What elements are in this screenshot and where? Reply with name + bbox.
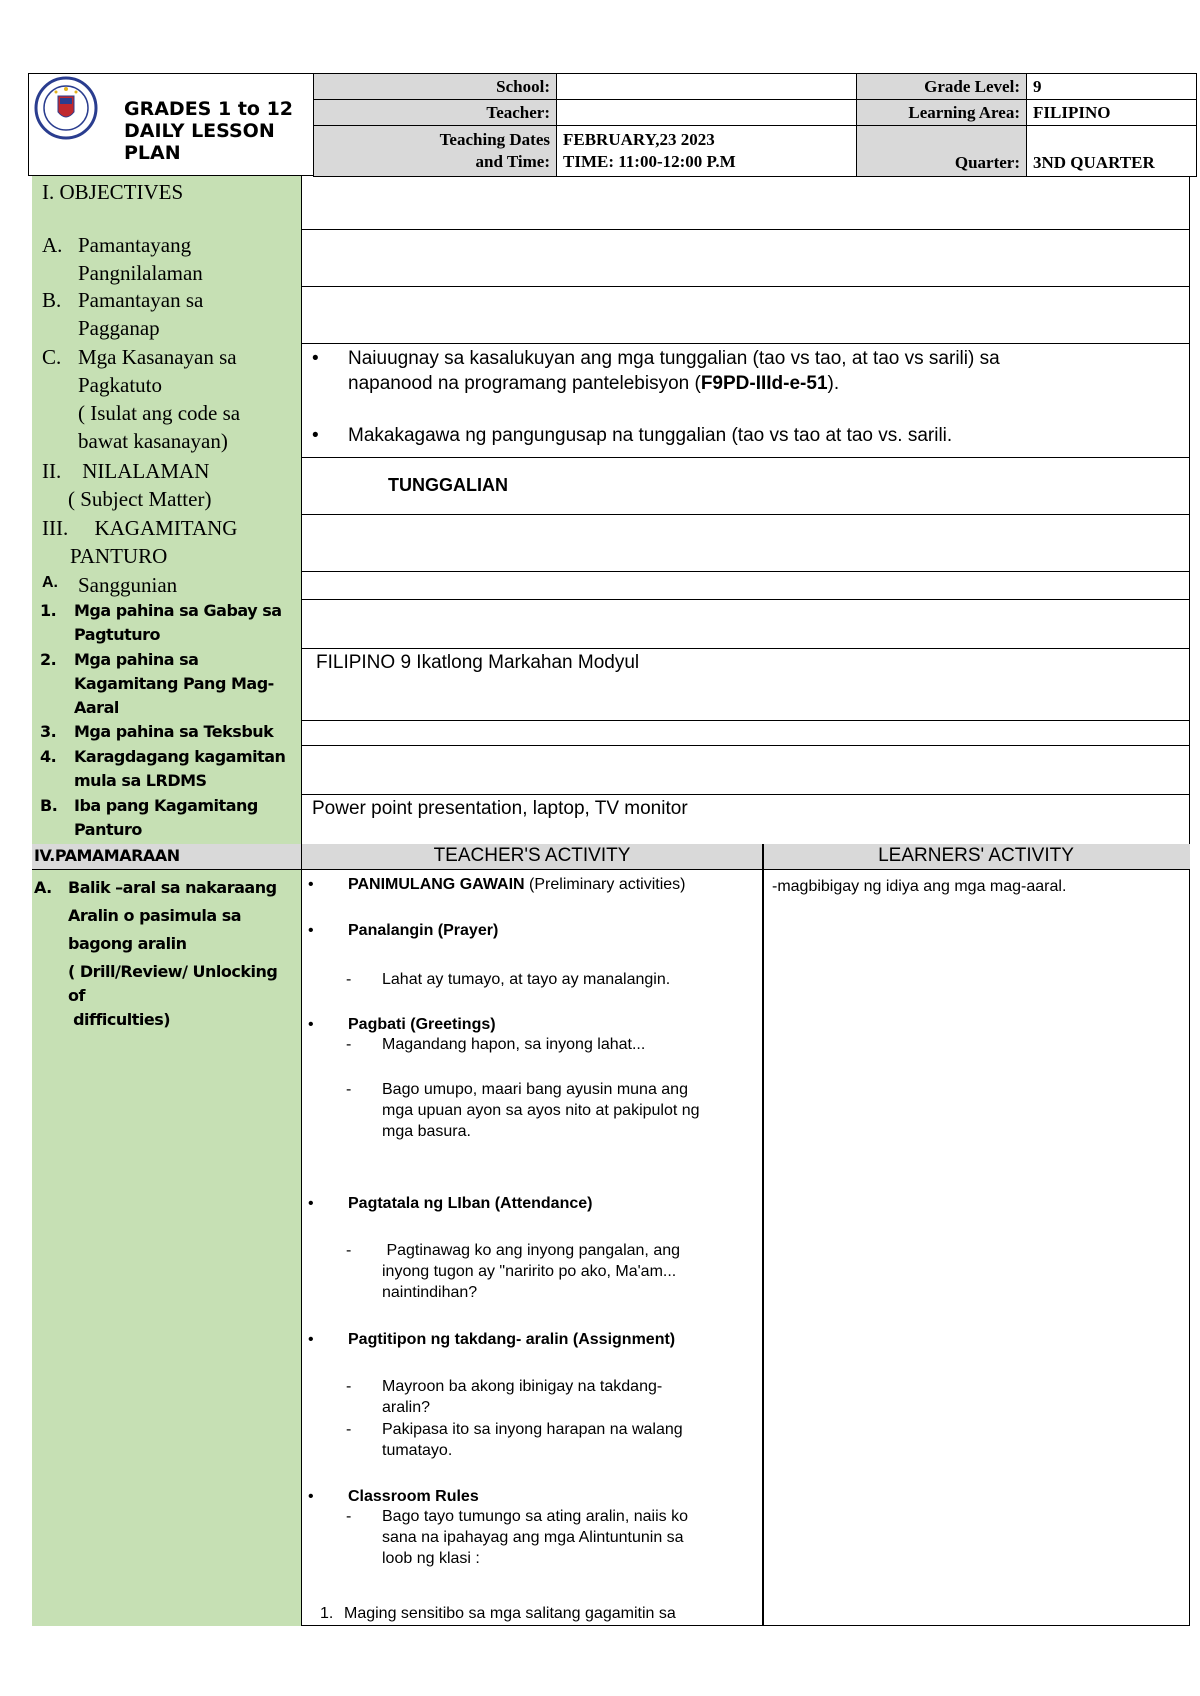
rules-title: Classroom Rules — [348, 1488, 479, 1505]
textbook-num: 3. — [40, 722, 57, 741]
competency-bullet-1 — [312, 346, 1168, 396]
performance-standard-row — [32, 286, 1190, 344]
other-materials-value: Power point presentation, laptop, TV monitor — [312, 798, 688, 819]
learner-materials-num: 2. — [40, 650, 57, 669]
learner-materials-line-2: Kagamitang Pang Mag- — [74, 674, 274, 693]
teacher-guide-num: 1. — [40, 601, 57, 620]
review-line-1: Balik –aral sa nakaraang — [68, 878, 277, 897]
learning-competencies-label — [78, 343, 240, 455]
review-line-5: of — [68, 986, 85, 1005]
content-standard-letter: A. — [42, 233, 63, 257]
rules-text-b: sana na ipahayag ang mga Alintuntunin sa — [382, 1529, 684, 1546]
quarter-label: Quarter: — [857, 126, 1027, 177]
greetings-item — [308, 1014, 758, 1035]
content-standard-label-cell — [32, 229, 302, 286]
rules-line: - Bago tayo tumungo sa ating aralin, naiis ko sana na ipahayag ang mga Alintuntunin sa loob ng klasi : — [346, 1506, 756, 1569]
learner-materials-label — [74, 648, 274, 720]
learner-materials-line-1: Mga pahina sa — [74, 650, 199, 669]
greetings-text-2a: Bago umupo, maari bang ayusin muna ang — [382, 1081, 688, 1098]
other-materials-line-2: Panturo — [74, 820, 142, 839]
references-letter: A. — [42, 574, 58, 591]
other-materials-label — [74, 794, 258, 842]
review-line-4: ( Drill/Review/ Unlocking — [68, 962, 278, 981]
learner-materials-value: FILIPINO 9 Ikatlong Markahan Modyul — [316, 652, 640, 673]
resources-label — [42, 514, 237, 570]
review-line-2: Aralin o pasimula sa — [68, 906, 242, 925]
learning-competencies-letter: C. — [42, 345, 62, 369]
title-line-2: DAILY LESSON — [124, 120, 275, 142]
review-letter: A. — [34, 878, 52, 897]
activity-divider — [762, 844, 764, 1626]
bullet-icon: • — [308, 1488, 314, 1505]
teacher-guide-line-2: Pagtuturo — [74, 625, 161, 644]
references-label-cell — [32, 571, 302, 599]
title-line-1: GRADES 1 to 12 — [124, 98, 294, 120]
prelim-title: PANIMULANG GAWAIN — [348, 876, 525, 893]
attendance-text-c: naintindihan? — [382, 1284, 478, 1301]
lrdms-label — [74, 745, 285, 793]
performance-standard-label — [78, 286, 203, 342]
content-standard-label — [78, 231, 203, 287]
teacher-guide-label — [74, 599, 282, 647]
teaching-dates-value — [557, 126, 857, 177]
competencies-line-4: bawat kasanayan) — [78, 429, 228, 453]
attendance-title: Pagtatala ng LIban (Attendance) — [348, 1195, 593, 1212]
teacher-guide-label-cell — [32, 599, 302, 648]
bullet-icon: • — [308, 1195, 314, 1212]
textbook-label: Mga pahina sa Teksbuk — [74, 722, 274, 741]
attendance-text-a: Pagtinawag ko ang inyong pangalan, ang — [382, 1242, 681, 1259]
performance-standard-line-2: Pagganap — [78, 316, 160, 340]
greetings-text-2b: mga upuan ayon sa ayos nito at pakipulot ng — [382, 1102, 700, 1119]
objectives-label-cell — [32, 176, 302, 229]
assignment-item — [308, 1329, 758, 1350]
resources-label-cell — [32, 514, 302, 571]
resources-line-2: PANTURO — [70, 544, 168, 568]
procedure-title: IV.PAMAMARAAN — [34, 846, 180, 865]
rules-text-a: Bago tayo tumungo sa ating aralin, naiis ko — [382, 1508, 688, 1525]
bullet-icon: • — [312, 425, 319, 446]
teaching-time: TIME: 11:00-12:00 P.M — [563, 152, 736, 171]
procedure-label-column — [32, 870, 302, 1626]
bullet-icon: • — [308, 876, 314, 893]
subject-matter-line-2: ( Subject Matter) — [68, 487, 212, 511]
quarter-value: 3ND QUARTER — [1027, 126, 1197, 177]
teaching-dates-label-2: and Time: — [475, 152, 550, 171]
rules-item — [308, 1486, 758, 1507]
greetings-line-2: - Bago umupo, maari bang ayusin muna ang mga upuan ayon sa ayos nito at pakipulot ng mga basura. — [346, 1079, 756, 1142]
prelim-activities — [308, 874, 758, 895]
subject-matter-value: TUNGGALIAN — [388, 475, 508, 495]
lrdms-line-2: mula sa LRDMS — [74, 771, 207, 790]
prayer-item — [308, 920, 758, 941]
assignment-text-2a: Pakipasa ito sa inyong harapan na walang — [382, 1421, 683, 1438]
subject-matter-label-cell — [32, 457, 302, 514]
learning-competencies-label-cell — [32, 343, 302, 457]
attendance-text-b: inyong tugon ay "naririto po ako, Ma'am... — [382, 1263, 677, 1280]
teaching-dates-label-1: Teaching Dates — [439, 130, 550, 149]
lrdms-label-cell — [32, 745, 302, 794]
performance-standard-letter: B. — [42, 288, 62, 312]
competency-code: F9PD-IIId-e-51 — [700, 373, 828, 394]
greetings-text-2c: mga basura. — [382, 1123, 471, 1140]
competency-1-line-2: napanood na programang pantelebisyon (F9PD-IIId-e-51). — [348, 373, 840, 394]
other-materials-row — [32, 794, 1190, 845]
objectives-row — [32, 176, 1190, 230]
learner-activity-header: LEARNERS' ACTIVITY — [878, 845, 1074, 866]
bullet-icon: • — [308, 1016, 314, 1033]
lrdms-row — [32, 745, 1190, 795]
greetings-line-1: - Magandang hapon, sa inyong lahat... — [346, 1034, 756, 1055]
lrdms-line-1: Karagdagang kagamitan — [74, 747, 286, 766]
attendance-item — [308, 1193, 758, 1214]
competencies-line-2: Pagkatuto — [78, 373, 162, 397]
school-value — [557, 74, 857, 100]
competency-bullet-2 — [312, 423, 1168, 448]
references-label: Sanggunian — [78, 573, 178, 597]
prelim-subtitle: (Preliminary activities) — [524, 876, 686, 893]
subject-matter-row — [32, 457, 1190, 515]
learner-activity-text: -magbibigay ng idiya ang mga mag-aaral. — [772, 878, 1067, 895]
textbook-row — [32, 720, 1190, 746]
prayer-text: Lahat ay tumayo, at tayo ay manalangin. — [382, 971, 671, 988]
references-row — [32, 571, 1190, 600]
other-materials-letter: B. — [40, 796, 58, 815]
prayer-line: - Lahat ay tumayo, at tayo ay manalangin. — [346, 969, 756, 990]
teacher-guide-row — [32, 599, 1190, 649]
rules-text-c: loob ng klasi : — [382, 1550, 480, 1567]
school-label: School: — [314, 74, 557, 100]
grade-value: 9 — [1027, 74, 1197, 100]
lrdms-num: 4. — [40, 747, 57, 766]
learning-area-value: FILIPINO — [1027, 100, 1197, 126]
competencies-line-3: ( Isulat ang code sa — [78, 401, 241, 425]
greetings-text-1: Magandang hapon, sa inyong lahat... — [382, 1036, 646, 1053]
greetings-title: Pagbati (Greetings) — [348, 1016, 496, 1033]
procedure-header-row — [32, 844, 1190, 870]
title-box-border — [28, 73, 314, 176]
rule-1-num: 1. — [320, 1605, 334, 1622]
content-standard-line-2: Pangnilalaman — [78, 261, 203, 285]
teacher-guide-line-1: Mga pahina sa Gabay sa — [74, 601, 282, 620]
assignment-line-2: - Pakipasa ito sa inyong harapan na walang tumatayo. — [346, 1419, 756, 1461]
teacher-value — [557, 100, 857, 126]
textbook-label-cell — [32, 720, 302, 745]
prayer-title: Panalangin (Prayer) — [348, 922, 499, 939]
other-materials-label-cell — [32, 794, 302, 844]
teacher-label: Teacher: — [314, 100, 557, 126]
bullet-icon: • — [308, 1331, 314, 1348]
grade-label: Grade Level: — [857, 74, 1027, 100]
assignment-title: Pagtitipon ng takdang- aralin (Assignment) — [348, 1331, 676, 1348]
competency-2-text: Makakagawa ng pangungusap na tunggalian (tao vs tao at tao vs. sarili. — [348, 425, 953, 446]
title-line-3: PLAN — [124, 142, 181, 164]
learning-competencies-row — [32, 343, 1190, 458]
content-standard-row — [32, 229, 1190, 287]
bullet-icon: • — [308, 922, 314, 939]
header-table — [313, 73, 1197, 177]
objectives-title: I. OBJECTIVES — [42, 180, 184, 204]
learning-area-label: Learning Area: — [857, 100, 1027, 126]
performance-standard-label-cell — [32, 286, 302, 343]
performance-standard-line-1: Pamantayan sa — [78, 288, 204, 312]
bullet-icon: • — [312, 348, 319, 369]
assignment-text-1b: aralin? — [382, 1399, 431, 1416]
other-materials-line-1: Iba pang Kagamitang — [74, 796, 258, 815]
review-line-6: difficulties) — [68, 1010, 171, 1029]
rule-1-text: Maging sensitibo sa mga salitang gagamitin sa — [344, 1605, 676, 1622]
procedure-label-cell — [32, 844, 302, 869]
content-standard-line-1: Pamantayang — [78, 233, 192, 257]
assignment-text-2b: tumatayo. — [382, 1442, 453, 1459]
teaching-date: FEBRUARY,23 2023 — [563, 130, 715, 149]
subject-matter-line-1: II. NILALAMAN — [42, 459, 210, 483]
learner-materials-line-3: Aaral — [74, 698, 119, 717]
learner-materials-row — [32, 648, 1190, 721]
attendance-line: - Pagtinawag ko ang inyong pangalan, ang inyong tugon ay "naririto po ako, Ma'am... naintindihan? — [346, 1240, 756, 1303]
teacher-activity-header: TEACHER'S ACTIVITY — [433, 845, 631, 866]
resources-line-1: III. KAGAMITANG — [42, 516, 238, 540]
review-line-3: bagong aralin — [68, 934, 187, 953]
teaching-dates-label — [314, 126, 557, 177]
subject-matter-label — [42, 457, 211, 513]
assignment-line-1: - Mayroon ba akong ibinigay na takdang- aralin? — [346, 1376, 756, 1418]
assignment-text-1a: Mayroon ba akong ibinigay na takdang- — [382, 1378, 663, 1395]
resources-row — [32, 514, 1190, 572]
review-label — [68, 874, 300, 1034]
competency-1-line-1: Naiuugnay sa kasalukuyan ang mga tunggalian (tao vs tao, at tao vs sarili) sa — [348, 348, 1000, 369]
rule-1 — [320, 1603, 760, 1624]
competencies-line-1: Mga Kasanayan sa — [78, 345, 237, 369]
learner-materials-label-cell — [32, 648, 302, 720]
